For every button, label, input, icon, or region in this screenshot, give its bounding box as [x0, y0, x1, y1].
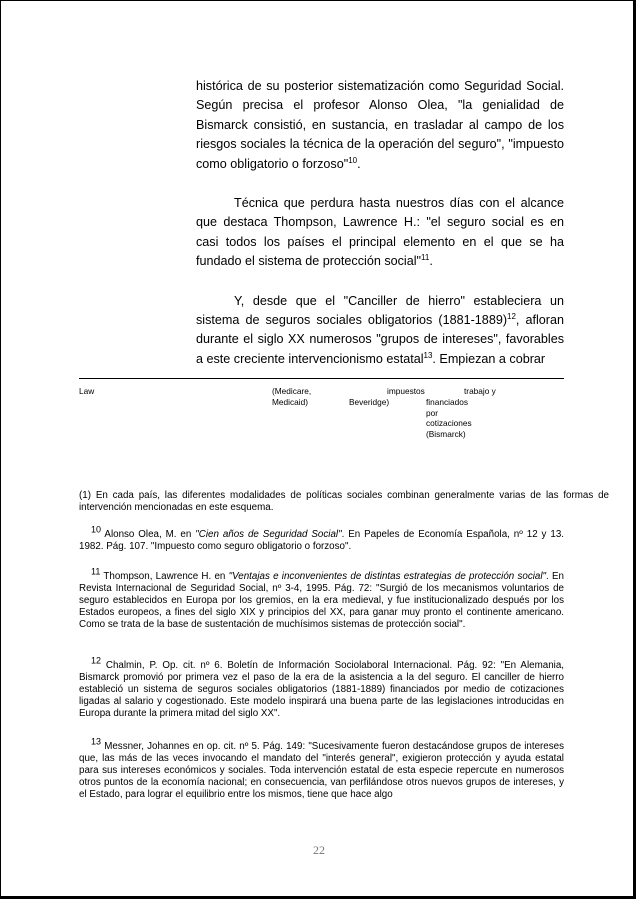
table-cell-law: Law	[79, 386, 95, 396]
table-cell-bismarck: trabajo y financiados por cotizaciones (Bismarck)	[426, 386, 496, 440]
paragraph-1: histórica de su posterior sistematización como Seguridad Social. Según precisa el profesor Alonso Olea, "la genialidad de Bismarck consistió, en sustancia, en trasladar al campo de los riesgos sociales la técnica de la operación del seguro", "impuesto como obligatorio o forzoso"$^{10}$.	[196, 79, 564, 171]
footnote-number: 13	[91, 736, 102, 747]
table-cell-medicare: (Medicare, Medicaid)	[272, 386, 312, 407]
body-text	[196, 77, 564, 389]
footnote-13: 13 Messner, Johannes en op. cit. nº 5. Pág. 149: "Sucesivamente fueron destacándose grupos de intereses que, las más de las veces invocando el mandato del "interés general", exigieron protección y ayuda estatal para sus intereses económicos y sociales. Toda intervención estatal de esta especie repercute en numerosos otros puntos de la economía nacional; en consecuencia, van perfilándose otros nuevos grupos de intereses, y el Estado, para lograr el equilibrio entre los mismos, tiene que hace algo	[79, 736, 564, 800]
table-note: (1) En cada país, las diferentes modalidades de políticas sociales combinan generalmente varias de las formas de intervención mencionadas en este esquema.	[79, 490, 609, 513]
footnote-ref-13[interactable]: 13	[423, 350, 433, 360]
footnote-ref-10[interactable]: 10	[348, 155, 358, 165]
footnote-10: 10 Alonso Olea, M. en "Cien años de Seguridad Social". En Papeles de Economía Española, nº 12 y 13. 1982. Pág. 107. "Impuesto como seguro obligatorio o forzoso".	[79, 524, 565, 552]
page-number: 22	[313, 843, 325, 857]
paragraph-2: Técnica que perdura hasta nuestros días con el alcance que destaca Thompson, Lawrence H.: "el seguro social es en casi todos los países el principal elemento en el que se ha fundado el sistema de protección social"$^{11}$.	[196, 196, 564, 269]
footnote-11: 11 Thompson, Lawrence H. en "Ventajas e inconvenientes de distintas estrategias de protección social". En Revista Internacional de Seguridad Social, nº 3-4, 1995. Pág. 72: "Surgió de los mecanismos voluntarios de seguro establecidos en Europa por los gremios, en la era medieval, y fue institucionalizado después por los Estados europeos, a fines del siglo XIX y principios del XX, para ganar muy pronto el continente americano. Como se trata de la base de sustentación de muchísimos sistemas de protección social".	[79, 566, 564, 630]
footnote-ref-12[interactable]: 12	[507, 311, 516, 321]
paragraph-3: Y, desde que el "Canciller de hierro" estableciera un sistema de seguros sociales obligatorios (1881-1889)$^{12}$, afloran durante el siglo XX numerosos "grupos de intereses", favorables a este creciente intervencionismo estatal$^{13}$. Empiezan a cobrar	[196, 293, 564, 366]
footnote-ref-11[interactable]: 11	[421, 253, 430, 263]
footnote-number: 12	[91, 655, 102, 666]
table-cell-impuestos: impuestos Beveridge)	[349, 386, 425, 407]
footnote-separator	[79, 378, 564, 379]
footnote-12: 12 Chalmin, P. Op. cit. nº 6. Boletín de Información Sociolaboral Internacional. Pág. 92: "En Alemania, Bismarck promovió por primera vez el paso de la era de la asistencia a la del seguro. El canciller de hierro estableció un sistema de seguros sociales obligatorios (1881-1889) financiados por medio de cotizaciones ligadas al salario y cogestionado. Este modelo inspirará una buena parte de las legislaciones introducidas en Europa durante la primera mitad del siglo XX".	[79, 655, 564, 719]
footnote-number: 10	[91, 524, 102, 535]
footnote-number: 11	[91, 566, 101, 577]
